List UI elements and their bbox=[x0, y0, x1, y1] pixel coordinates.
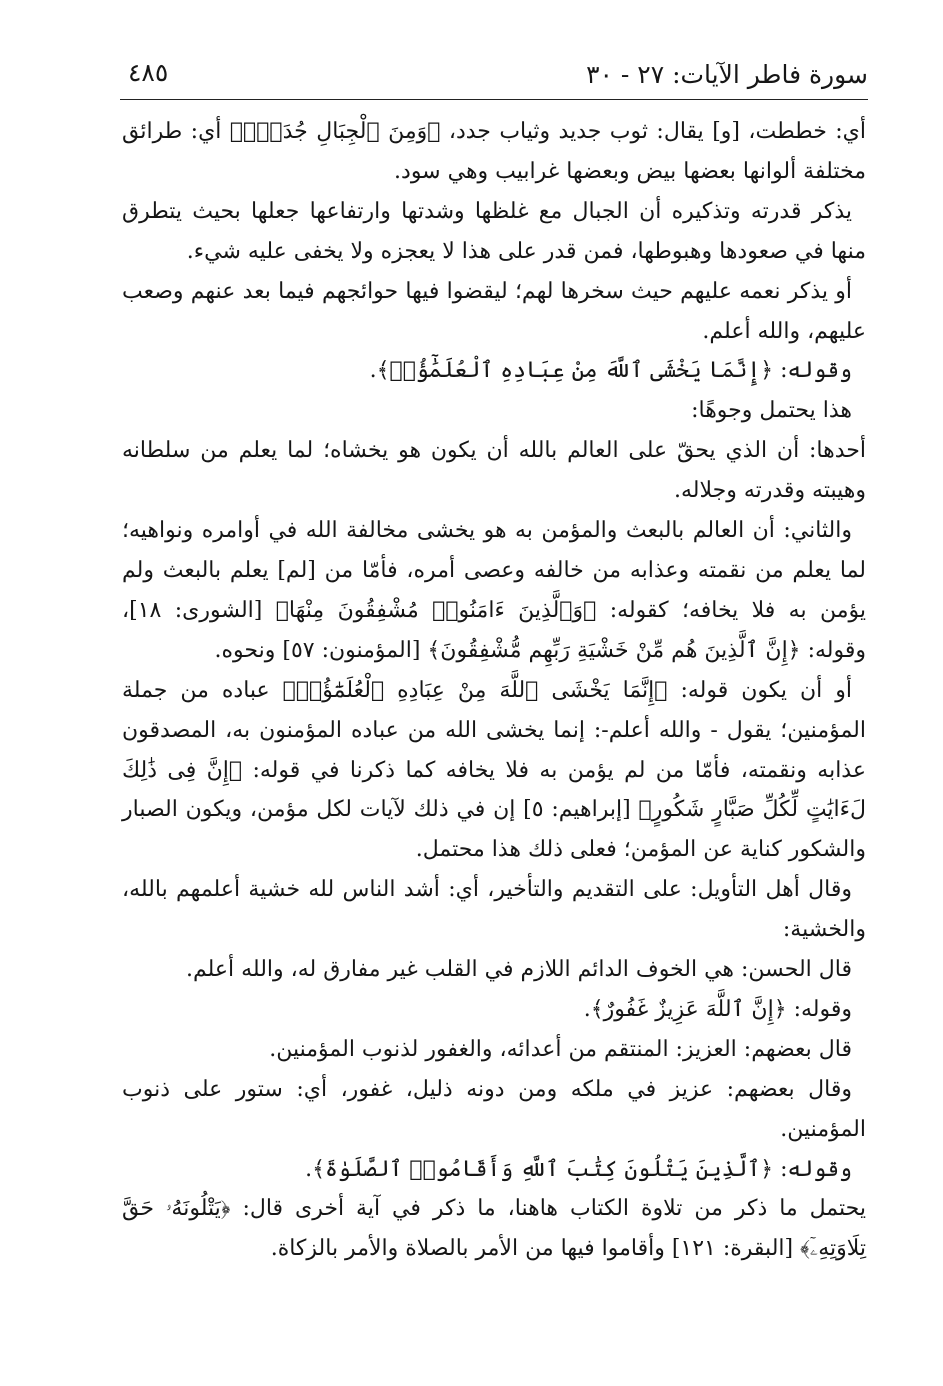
page-number: ٤٨٥ bbox=[128, 58, 169, 87]
header-rule bbox=[120, 99, 868, 100]
paragraph: وقوله: ﴿إِنَّ ٱللَّهَ عَزِيزٌ غَفُورٌ﴾. bbox=[583, 996, 852, 1022]
paragraph: وقوله: ﴿إِنَّمَا يَخْشَى ٱللَّهَ مِنْ عِبَادِهِ ٱلْعُلَمَٰٓؤُا۟﴾. bbox=[369, 358, 852, 384]
paragraph: قال بعضهم: العزيز: المنتقم من أعدائه، والغفور لذنوب المؤمنين. bbox=[269, 1036, 852, 1062]
running-head-title: سورة فاطر الآيات: ٢٧ - ٣٠ bbox=[586, 60, 868, 89]
paragraph: يذكر قدرته وتذكيره أن الجبال مع غلظها وشدتها وارتفاعها جعلها بحيث يتطرق منها في صعودها وهبوطها، فمن قدر على هذا لا يعجزه ولا يخفى عليه شيء. bbox=[122, 198, 866, 264]
paragraph: هذا يحتمل وجوهًا: bbox=[691, 398, 852, 424]
paragraph: أو يذكر نعمه عليهم حيث سخرها لهم؛ ليقضوا فيها حوائجهم فيما بعد عنهم وصعب عليهم، والله أعلم. bbox=[122, 278, 866, 344]
paragraph: والثاني: أن العالم بالبعث والمؤمن به هو يخشى مخالفة الله في أوامره ونواهيه؛ لما يعلم من نقمته وعذابه من خالفه وعصى أمره، فأمّا من [لم] يعلم بالبعث ولم يؤمن به فلا يخافه؛ كقوله: ﴿وَٱلَّذِينَ ءَامَنُوا۟ مُشْفِقُونَ مِنْهَا﴾ [الشورى: ١٨]، وقوله: ﴿إِنَّ ٱلَّذِينَ هُم مِّنْ خَشْيَةِ رَبِّهِم مُّشْفِقُونَ﴾ [المؤمنون: ٥٧] ونحوه. bbox=[122, 518, 866, 663]
paragraph: أي: خططت، [و] يقال: ثوب جديد وثياب جدد، ﴿وَمِنَ ٱلْجِبَالِ جُدَدٌۢ﴾ أي: طرائق مختلفة ألوانها بعضها بيض وبعضها غرابيب وهي سود. bbox=[122, 119, 866, 184]
paragraph: وقال أهل التأويل: على التقديم والتأخير، أي: أشد الناس لله خشية أعلمهم بالله، والخشية: bbox=[122, 877, 866, 943]
running-header bbox=[120, 52, 868, 98]
commentary-body bbox=[122, 112, 866, 1269]
paragraph: وقال بعضهم: عزيز في ملكه ومن دونه ذليل، غفور، أي: ستور على ذنوب المؤمنين. bbox=[122, 1076, 866, 1142]
paragraph: يحتمل ما ذكر من تلاوة الكتاب هاهنا، ما ذكر في آية أخرى قال: ﴿يَتْلُونَهُۥ حَقَّ تِلَاوَتِهِۦٓ﴾ [البقرة: ١٢١] وأقاموا فيها من الأمر بالصلاة والأمر بالزكاة. bbox=[122, 1196, 866, 1262]
paragraph: أو أن يكون قوله: ﴿إِنَّمَا يَخْشَى ٱللَّهَ مِنْ عِبَادِهِ ٱلْعُلَمَٰٓؤُا۟﴾ عباده من جملة المؤمنين؛ يقول - والله أعلم-: إنما يخشى الله من عباده المؤمنون به، المصدقون عذابه ونقمته، فأمّا من لم يؤمن به فلا يخافه كما ذكرنا في قوله: ﴿إِنَّ فِى ذَٰلِكَ لَءَايَٰتٍ لِّكُلِّ صَبَّارٍ شَكُورٍ﴾ [إبراهيم: ٥] إن في ذلك لآيات لكل مؤمن، ويكون الصبار والشكور كناية عن المؤمن؛ فعلى ذلك هذا محتمل. bbox=[122, 677, 866, 863]
paragraph: قال الحسن: هي الخوف الدائم اللازم في القلب غير مفارق له، والله أعلم. bbox=[185, 957, 852, 983]
paragraph: وقوله: ﴿ٱلَّذِينَ يَتْلُونَ كِتَٰبَ ٱللَّهِ وَأَقَامُوا۟ ٱلصَّلَوٰةَ﴾. bbox=[305, 1156, 852, 1182]
paragraph: أحدها: أن الذي يحقّ على العالم بالله أن يكون هو يخشاه؛ لما يعلم من سلطانه وهيبته وقدرته وجلاله. bbox=[122, 438, 866, 504]
